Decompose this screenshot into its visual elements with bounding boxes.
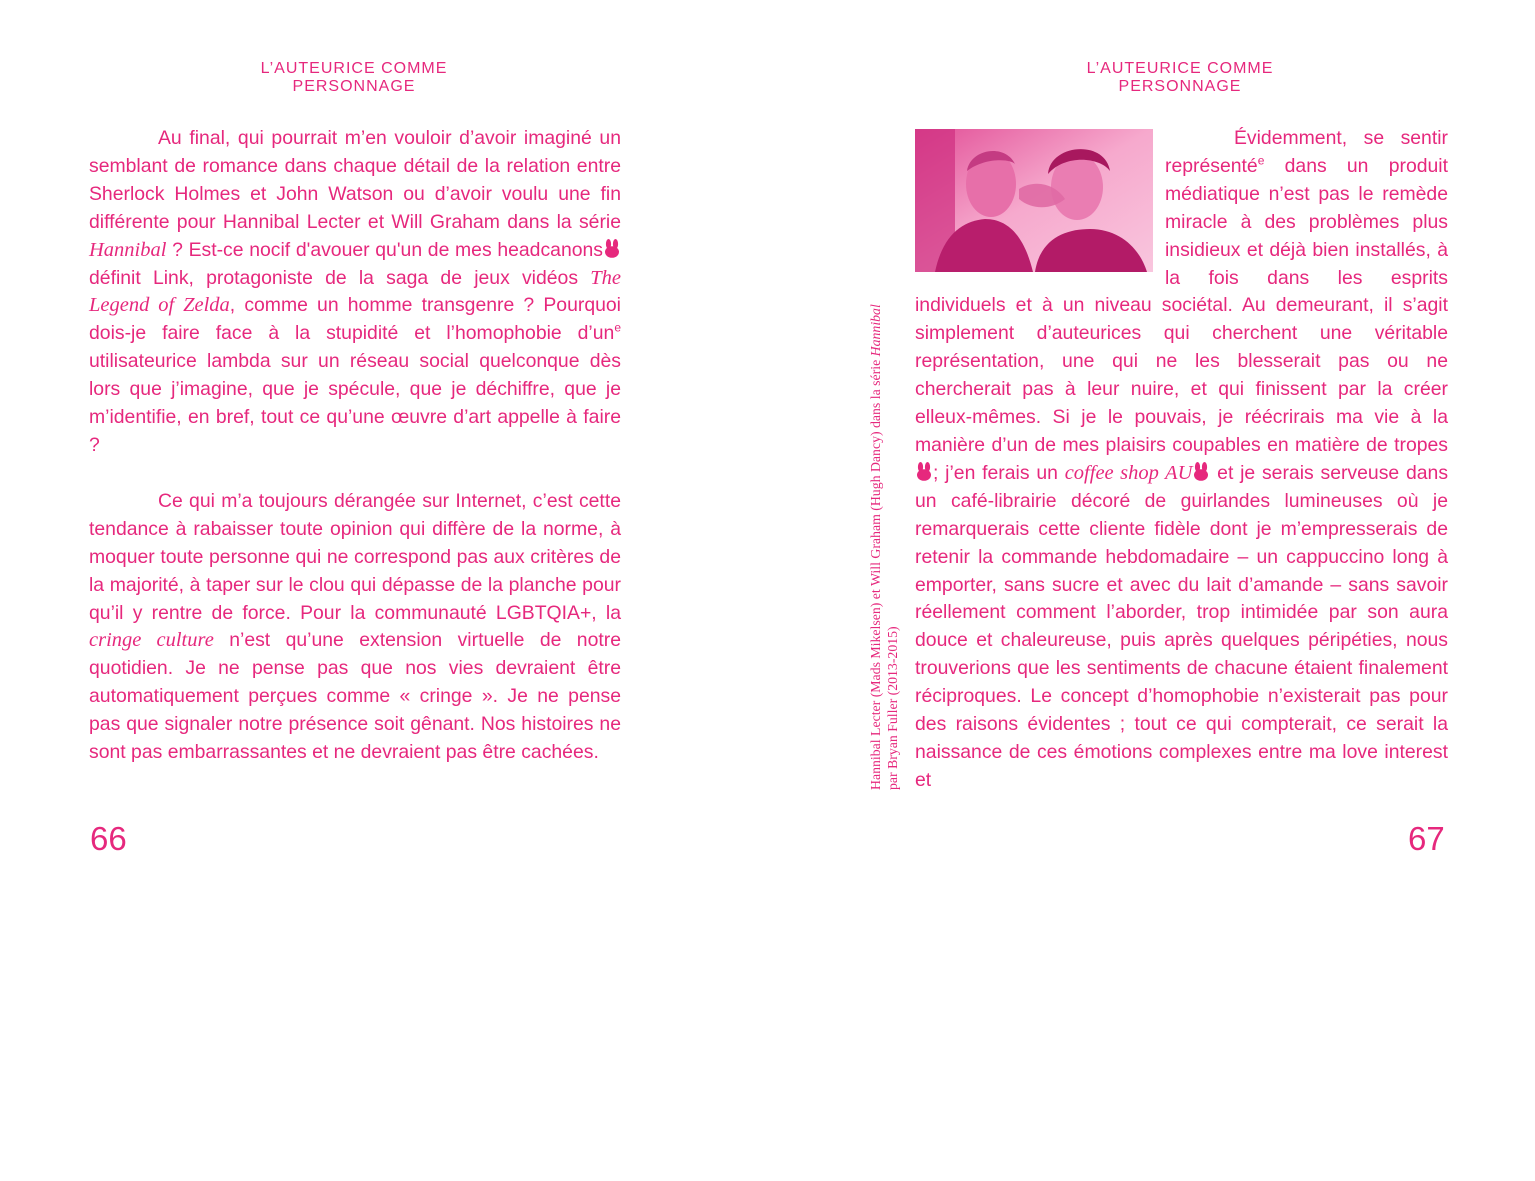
italic-title-zelda: The Legend of Zelda — [89, 266, 621, 317]
page-number-left: 66 — [90, 820, 127, 857]
photo-caption — [867, 228, 905, 790]
right-text-column — [915, 125, 1448, 795]
running-head-left: L’AUTEURICE COMME PERSONNAGE — [260, 60, 448, 95]
italic-term-coffee-shop-au: coffee shop AU — [1064, 461, 1193, 484]
page-number-right: 67 — [1408, 820, 1445, 857]
bunny-icon — [916, 462, 932, 481]
left-text-column — [89, 125, 621, 767]
inclusive-marker: e — [614, 320, 621, 335]
italic-title-hannibal: Hannibal — [89, 238, 167, 261]
running-head-right: L’AUTEURICE COMME PERSONNAGE — [1086, 60, 1274, 95]
film-still-photo — [915, 129, 1153, 272]
right-paragraph-1: Évidemment, se sentir représenté$^e$ dans un produit médiatique n’est pas le remède miracle à des problèmes plus insidieux et déjà bien installés, à la fois dans les esprits individuels et à un niveau sociétal. Au demeurant, il s’agit simplement d’auteurices qui cherchent une véritable représentation, une qui ne les blesserait pas ou ne chercherait pas à leur nuire, et qui finissent par la créer elleux-mêmes. Si je le pouvais, je réécrirais ma vie à la manière d’un de mes plaisirs coupables en matière de tropes ; j’en ferais un coffee shop AU et je serais serveuse dans un café-librairie décoré de guirlandes lumineuses où je remarquerais cette cliente fidèle dont je m’empresserais de retenir la commande hebdomadaire – un cappuccino long à emporter, sans sucre et avec du lait d’amande – sans savoir réellement comment l’aborder, trop intimidée par son aura douce et chaleureuse, puis après quelques péripéties, nous trouverions que les sentiments de chacune étaient finalement réciproques. Le concept d’homophobie n’existerait pas pour des raisons évidentes ; tout ce qui compterait, ce serait la naissance de ces émotions complexes entre ma love interest et — [915, 127, 1449, 791]
bunny-icon — [1193, 462, 1209, 481]
bunny-icon — [604, 239, 620, 258]
italic-term-cringe-culture: cringe culture — [89, 629, 214, 652]
caption-line-2: par Bryan Fuller (2013-2015) — [885, 626, 900, 790]
inclusive-marker: e — [1257, 153, 1265, 168]
left-paragraph-1: Au final, qui pourrait m’en vouloir d’avoir imaginé un semblant de romance dans chaque détail de la relation entre Sherlock Holmes et John Watson ou d’avoir voulu une fin différente pour Hannibal Lecter et Will Graham dans la série Hannibal ? Est-ce nocif d'avouer qu'un de mes headcanons définit Link, protagoniste de la saga de jeux vidéos The Legend of Zelda, comme un homme transgenre ? Pourquoi dois-je faire face à la stupidité et l’homophobie $d’un^e$ utilisateurice lambda sur un réseau social quelconque dès lors que j’imagine, que je spécule, que je déchiffre, que je m’identifie, en bref, tout ce qu’une œuvre d’art appelle à faire ? — [89, 127, 621, 456]
left-paragraph-2: Ce qui m’a toujours dérangée sur Internet, c’est cette tendance à rabaisser toute opinion qui diffère de la norme, à moquer toute personne qui ne correspond pas aux critères de la majorité, à taper sur le clou qui dépasse de la planche pour qu’il y rentre de force. Pour la communauté LGBTQIA+, la cringe culture n’est qu’une extension virtuelle de notre quotidien. Je ne pense pas que nos vies devraient être automatiquement perçues comme « cringe ». Je ne pense pas que signaler notre présence soit gênant. Nos histoires ne sont pas embarrassantes et ne devraient pas être cachées. — [89, 489, 621, 764]
caption-line-1: Hannibal Lecter (Mads Mikelsen) et Will Graham (Hugh Dancy) dans la série Hannibal — [868, 304, 883, 790]
